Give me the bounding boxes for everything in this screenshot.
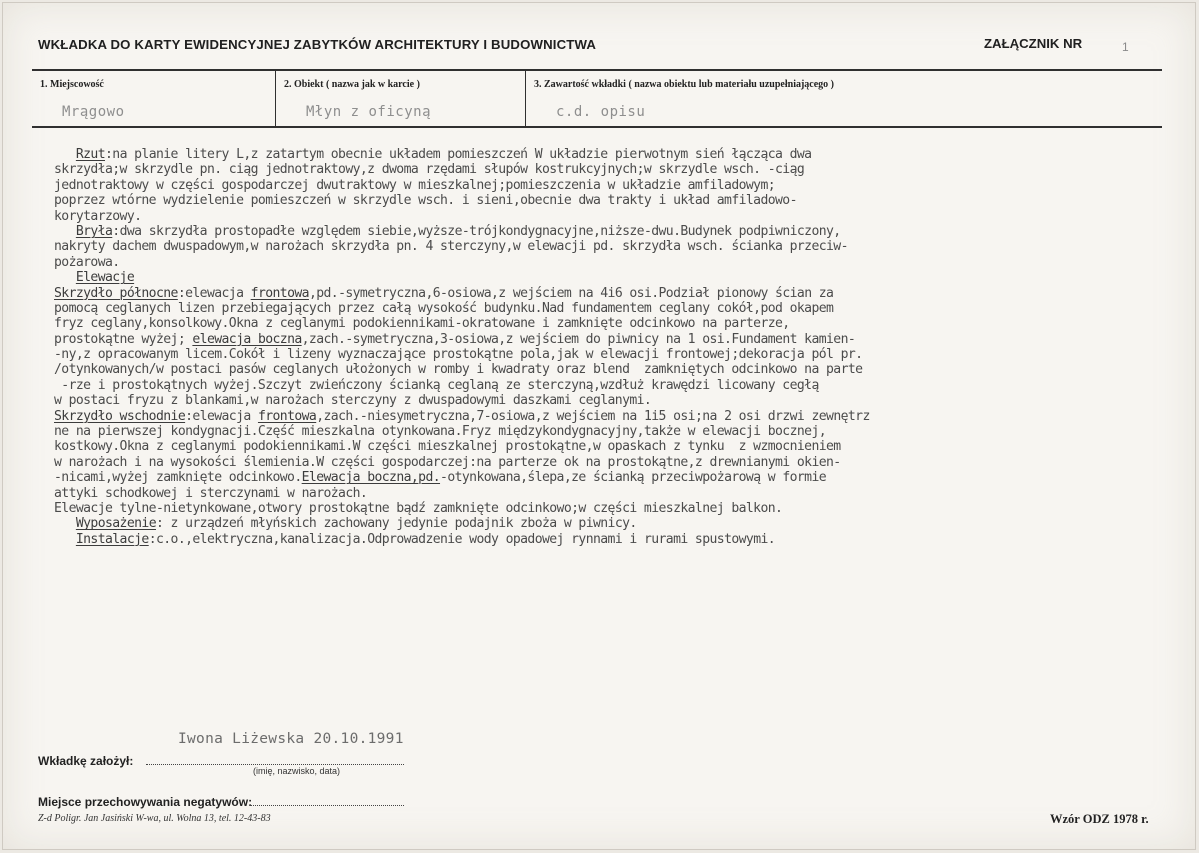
section-heading: Rzut xyxy=(75,147,105,162)
form-title: WKŁADKA DO KARTY EWIDENCYJNEJ ZABYTKÓW ARCHITEKTURY I BUDOWNICTWA xyxy=(38,37,596,52)
contents-label: 3. Zawartość wkładki ( nazwa obiektu lub materiału uzupełniającego ) xyxy=(534,79,835,90)
typed-line xyxy=(54,178,1194,193)
field-divider-2 xyxy=(525,70,526,126)
typed-line xyxy=(54,455,1194,470)
section-heading: frontowa xyxy=(250,285,309,301)
object-value: Młyn z oficyną xyxy=(306,104,432,120)
founder-dotted-line xyxy=(146,764,404,765)
typed-text: ,zach.-niesymetryczna,7-osiowa,z wejściem na 1i5 osi;na 2 osi drzwi zewnętrz xyxy=(316,408,870,424)
typed-line xyxy=(54,532,1194,547)
founder-label: Wkładkę założył: xyxy=(38,754,134,768)
founder-hint: (imię, nazwisko, data) xyxy=(253,766,341,776)
header-bottom-rule xyxy=(32,126,1162,128)
section-heading: Wyposażenie xyxy=(75,516,156,532)
typed-text: :elewacja xyxy=(185,408,258,424)
header-top-rule xyxy=(32,69,1162,71)
contents-value: c.d. opisu xyxy=(556,104,646,120)
locality-label: 1. Miejscowość xyxy=(40,79,104,90)
typed-text: :elewacja xyxy=(177,285,251,301)
typed-line xyxy=(54,486,1194,501)
typed-line xyxy=(54,286,1194,301)
typed-line xyxy=(54,224,1194,239)
typed-text xyxy=(54,516,76,531)
typed-text: ne na pierwszej kondygnacji.Część mieszkalna otynkowana.Fryz międzykondygnacyjny,także w elewacji bocznej, xyxy=(54,424,827,440)
section-heading: Elewacje xyxy=(75,270,135,286)
typed-text: ,zach.-symetryczna,3-osiowa,z wejściem do piwnicy na 1 osi.Fundament kamien- xyxy=(301,331,856,347)
typed-line xyxy=(54,439,1194,454)
typed-text: w narożach i na wysokości ślemienia.W części gospodarczej:na parterze ok na prostokątne,z drewnianymi okien- xyxy=(54,454,841,470)
typed-line xyxy=(54,332,1194,347)
typed-text: :dwa skrzydła prostopadłe względem siebie,wyższe-trójkondygnacyjne,niższe-dwu.Budynek podpiwniczony, xyxy=(112,223,841,239)
typed-text: -otynkowana,ślepa,ze ścianką przeciwpożarową w formie xyxy=(440,470,827,486)
typed-text: :na planie litery L,z zatartym obecnie układem pomieszczeń W układzie pierwotnym sień łącząca dwa xyxy=(105,147,812,162)
typed-line xyxy=(54,424,1194,439)
typed-line xyxy=(54,470,1194,485)
section-heading: Instalacje xyxy=(75,531,149,547)
typed-text xyxy=(54,147,76,162)
typed-text: fryz ceglany,konsolkowy.Okna z ceglanymi podokiennikami-okratowane i zamknięte odcinkowo na parterze, xyxy=(54,316,790,332)
typed-line xyxy=(54,270,1194,285)
typed-line xyxy=(54,239,1194,254)
printer-imprint: Z-d Poligr. Jan Jasiński W-wa, ul. Wolna 13, tel. 12-43-83 xyxy=(38,813,271,824)
typed-text xyxy=(54,532,76,547)
negatives-label: Miejsce przechowywania negatywów: xyxy=(38,795,253,809)
typed-line xyxy=(54,162,1194,177)
typed-line xyxy=(54,378,1194,393)
typed-text: poprzez wtórne wydzielenie pomieszczeń w skrzydle wsch. i sieni,obecnie dwa trakty i układ amfiladowo- xyxy=(54,193,797,209)
typed-text xyxy=(54,224,76,239)
section-heading: Skrzydło wschodnie xyxy=(54,408,186,424)
section-heading: Skrzydło północne xyxy=(54,285,178,301)
typed-text: w postaci fryzu z blankami,w narożach sterczyny z dwuspadowymi daszkami ceglanymi. xyxy=(54,393,652,409)
typed-text: /otynkowanych/w postaci pasów ceglanych ułożonych w romby i kwadraty oraz blend zamkniętych odcinkowo na parte xyxy=(54,362,863,378)
typed-text: attyki schodkowej i sterczynami w narożach. xyxy=(54,485,368,501)
signature-typed: Iwona Liżewska 20.10.1991 xyxy=(178,731,404,747)
typed-text xyxy=(54,270,76,285)
typed-text: -ny,z opracowanym licem.Cokół i lizeny wyznaczające prostokątne pola,jak w elewacji frontowej;dekoracja pól pr. xyxy=(54,347,863,363)
typed-line xyxy=(54,209,1194,224)
form-code: Wzór ODZ 1978 r. xyxy=(1050,812,1149,826)
field-divider-1 xyxy=(275,70,276,126)
typed-text: : z urządzeń młyńskich zachowany jedynie podajnik zboża w piwnicy. xyxy=(155,516,637,532)
typed-text: jednotraktowy w części gospodarczej dwutraktowy w mieszkalnej;pomieszczenia w układzie amfiladowym; xyxy=(54,177,776,193)
typed-text: prostokątne wyżej; xyxy=(54,331,193,347)
typed-text: -nicami,wyżej zamknięte odcinkowo. xyxy=(54,470,302,486)
annex-label: ZAŁĄCZNIK NR xyxy=(984,36,1083,51)
typed-text: Elewacje tylne-nietynkowane,otwory prostokątne bądź zamknięte odcinkowo;w części mieszkalnej balkon. xyxy=(54,500,783,516)
typed-text: pożarowa. xyxy=(54,254,120,270)
typed-line xyxy=(54,362,1194,377)
typed-line xyxy=(54,255,1194,270)
typed-line xyxy=(54,347,1194,362)
section-heading: elewacja boczna xyxy=(192,331,302,347)
typed-line xyxy=(54,147,1194,162)
typed-line xyxy=(54,393,1194,408)
typed-text: nakryty dachem dwuspadowym,w narożach skrzydła pn. 4 sterczyny,w elewacji pd. skrzydła wsch. ścianka przeciw- xyxy=(54,239,848,255)
typed-text: skrzydła;w skrzydle pn. ciąg jednotraktowy,z dwoma rzędami słupów kostrukcyjnych;w skrzydle wsch. -ciąg xyxy=(54,162,805,178)
typed-description xyxy=(54,147,1194,547)
typed-text: korytarzowy. xyxy=(54,208,142,224)
typed-text: kostkowy.Okna z ceglanymi podokiennikami.W części mieszkalnej prostokątne,w opaskach z tynku z wzmocnieniem xyxy=(54,439,841,455)
typed-text: pomocą ceglanych lizen przebiegających przez całą wysokość budynku.Nad fundamentem ceglany cokół,pod okapem xyxy=(54,300,834,316)
annex-number: 1 xyxy=(1122,40,1129,54)
typed-line xyxy=(54,301,1194,316)
negatives-dotted-line xyxy=(250,805,404,806)
typed-line xyxy=(54,501,1194,516)
typed-text: ,pd.-symetryczna,6-osiowa,z wejściem na 4i6 osi.Podział pionowy ścian za xyxy=(308,285,834,301)
section-heading: Elewacja boczna,pd. xyxy=(301,470,441,486)
typed-line xyxy=(54,516,1194,531)
typed-text: :c.o.,elektryczna,kanalizacja.Odprowadzenie wody opadowej rynnami i rurami spustowymi. xyxy=(148,531,776,547)
typed-line xyxy=(54,316,1194,331)
section-heading: frontowa xyxy=(257,408,317,424)
typed-text: -rze i prostokątnych wyżej.Szczyt zwieńczony ścianką ceglaną ze sterczyną,wzdłuż krawędzi licowany cegłą xyxy=(54,377,819,393)
typed-line xyxy=(54,193,1194,208)
locality-value: Mrągowo xyxy=(62,104,125,120)
section-heading: Bryła xyxy=(75,223,113,239)
typed-line xyxy=(54,409,1194,424)
object-label: 2. Obiekt ( nazwa jak w karcie ) xyxy=(284,79,420,90)
